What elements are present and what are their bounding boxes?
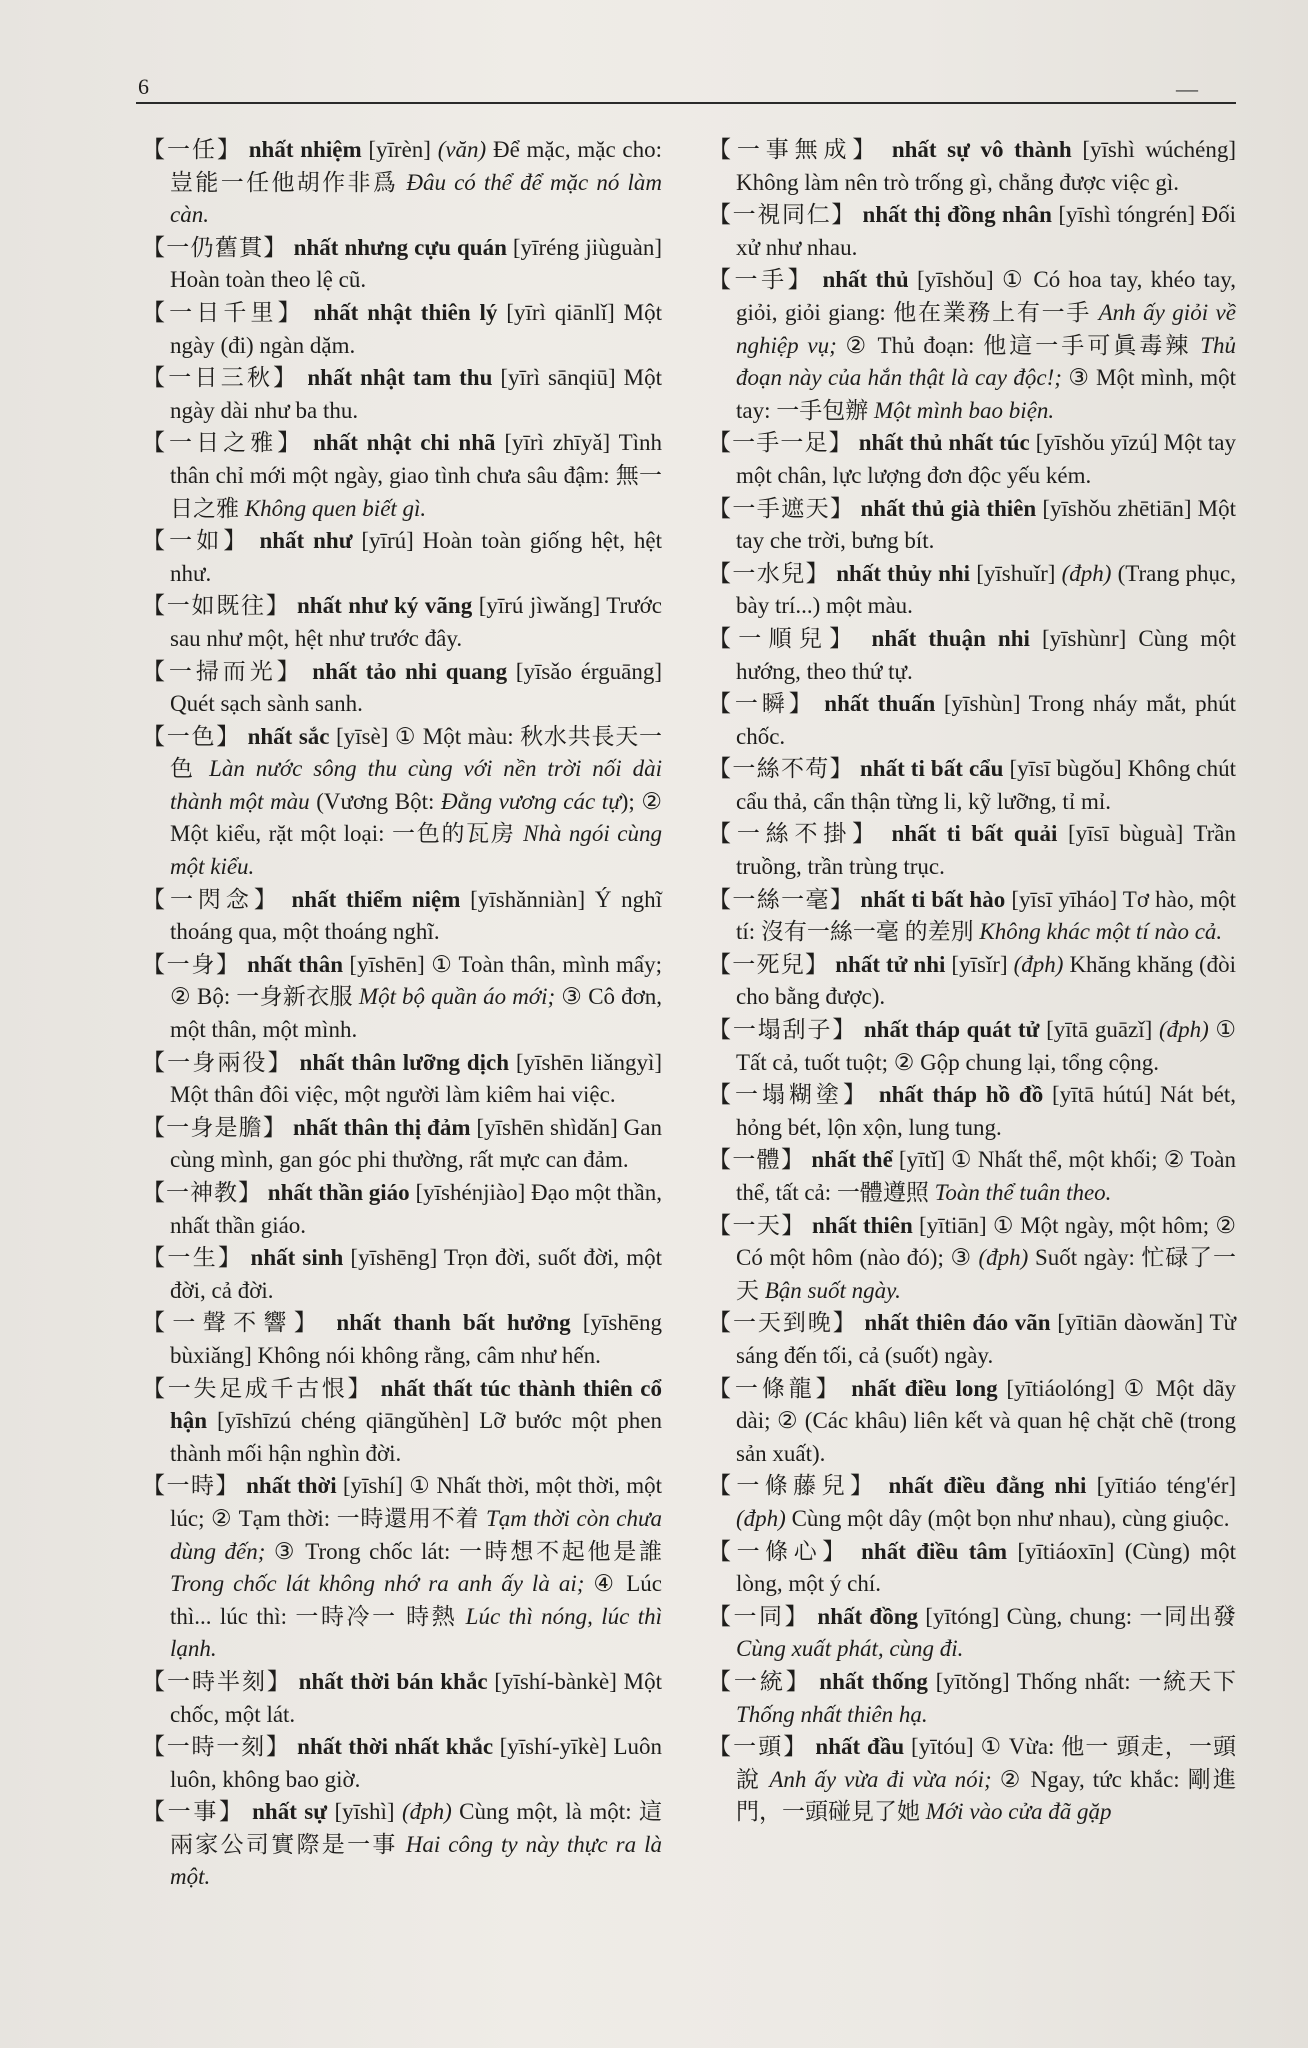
entry-text: Để mặc, mặc cho: 豈能一任他胡作非爲 [170, 137, 663, 195]
entry-transliteration: nhất ti bất cẩu [853, 756, 1010, 782]
entry-headword: 【一順兒】 [708, 625, 860, 651]
entry-headword: 【一水兒】 [708, 560, 831, 586]
entry-transliteration: nhất thất túc thành thiên cổ hận [170, 1375, 662, 1434]
dictionary-entry [708, 688, 1236, 753]
entry-italic-text: Thống nhất thiên hạ. [736, 1701, 928, 1727]
dictionary-entry [708, 1731, 1236, 1829]
entry-headword: 【一神教】 [142, 1180, 263, 1205]
entry-headword: 【一身兩役】 [142, 1049, 293, 1075]
entry-text: [yītóu] ① Vừa: 他一 頭走，一頭說 [736, 1734, 1236, 1792]
entry-headword: 【一塌糊塗】 [708, 1082, 871, 1108]
entry-text: [yītóng] Cùng, chung: 一同出發 [925, 1603, 1237, 1629]
entry-text: (Vương Bột: [309, 788, 441, 814]
entry-transliteration: nhất nhật tam thu [299, 365, 501, 391]
entry-transliteration: nhất ti bất hào [854, 886, 1012, 912]
entry-text: ③ Trong chốc lát: 一時想不起他是誰 [265, 1538, 662, 1564]
entry-italic-text: Tạm thời còn chưa dùng đến; [170, 1505, 662, 1564]
entry-transliteration: nhất sắc [241, 723, 337, 749]
entry-text: (Trang phục, bày trí...) một màu. [736, 560, 1236, 619]
entry-text: [yīrú jìwǎng] Trước sau như một, hệt như trước đây. [170, 593, 663, 651]
entry-headword: 【一視同仁】 [708, 202, 857, 228]
entry-headword: 【一事】 [142, 1799, 245, 1825]
entry-transliteration: nhất thân thị đảm [287, 1114, 477, 1140]
entry-headword: 【一聲不響】 [142, 1310, 325, 1336]
dictionary-entry [142, 949, 662, 1047]
entry-text: ); ② Một kiểu, rặt một loại: 一色的瓦房 [170, 788, 663, 847]
entry-headword: 【一時半刻】 [142, 1668, 292, 1694]
entry-transliteration: nhất tháp hồ đồ [870, 1082, 1052, 1108]
dictionary-entry [142, 884, 662, 949]
entry-text: [yīshēng bùxiǎng] Không nói không rằng, câm như hến. [170, 1310, 662, 1368]
right-column [708, 134, 1236, 1829]
entry-transliteration: nhất đồng [810, 1603, 926, 1629]
dictionary-entry [708, 1079, 1236, 1144]
entry-transliteration: nhất nhiệm [242, 137, 369, 162]
entry-italic-text: Toàn thể tuân theo. [934, 1180, 1112, 1205]
entry-transliteration: nhất ti bất quải [880, 821, 1068, 847]
entry-text: [yīshēn shìdǎn] Gan cùng mình, gan góc phi thường, rất mực can đảm. [170, 1114, 662, 1173]
entry-italic-text: Thủ đoạn này của hắn thật là cay độc!; [736, 332, 1236, 391]
dictionary-entry [142, 1112, 662, 1177]
entry-text: [yītǐ] ① Nhất thể, một khối; ② Toàn thể, tất cả: 一體遵照 [736, 1147, 1236, 1205]
entry-text: [yīshí] ① Nhất thời, một thời, một lúc; ② Tạm thời: 一時還用不着 [170, 1473, 662, 1531]
entry-transliteration: nhất thời bán khắc [291, 1668, 495, 1694]
entry-headword: 【一色】 [142, 723, 242, 749]
dictionary-entry [708, 884, 1236, 949]
entry-text: [yītiáo téng'ér] [1096, 1473, 1237, 1499]
entry-text: [yīshǒu zhētiān] Một tay che trời, bưng bít. [736, 495, 1237, 554]
entry-text: [yīshǒu yīzú] Một tay một chân, lực lượng đơn độc yếu kém. [736, 430, 1237, 488]
entry-headword: 【一統】 [708, 1668, 812, 1694]
entry-headword: 【一手一足】 [708, 430, 853, 456]
dictionary-entry [708, 1307, 1236, 1372]
dictionary-entry [142, 721, 662, 884]
dictionary-entry [708, 427, 1236, 492]
entry-transliteration: nhất tử nhi [829, 951, 952, 977]
entry-transliteration: nhất thủ nhất túc [852, 430, 1036, 456]
entry-headword: 【一塌刮子】 [708, 1017, 858, 1043]
entry-text: [yīshùnr] Cùng một hướng, theo thứ tự. [736, 625, 1236, 684]
dictionary-entry [142, 134, 662, 232]
entry-headword: 【一閃念】 [142, 886, 282, 912]
entry-text: [yīshùn] Trong nháy mắt, phút chốc. [736, 691, 1237, 749]
entry-text: ② Thủ đoạn: 他這一手可眞毒辣 [836, 332, 1201, 358]
entry-italic-text: (đph) [1013, 951, 1064, 977]
entry-italic-text: Đằng vương các tự [440, 788, 621, 814]
entry-transliteration: nhất thuấn [815, 691, 944, 717]
entry-headword: 【一死兒】 [708, 951, 830, 977]
entry-text: [yīshì tóngrén] Đối xử như nhau. [736, 202, 1237, 260]
entry-text: [yīrì zhīyǎ] Tình thân chỉ mới một ngày, giao tình chưa sâu đậm: 無一日之雅 [170, 430, 663, 521]
dictionary-entry [708, 1373, 1236, 1471]
entry-headword: 【一日三秋】 [142, 365, 300, 391]
entry-text: [yītǒng] Thống nhất: 一統天下 [935, 1668, 1236, 1694]
entry-transliteration: nhất nhưng cựu quán [287, 234, 513, 260]
dictionary-entry [142, 590, 662, 655]
dictionary-entry [708, 1144, 1236, 1209]
entry-transliteration: nhất thuận nhi [859, 625, 1042, 651]
entry-headword: 【一瞬】 [708, 691, 816, 717]
entry-transliteration: nhất thanh bất hưởng [324, 1310, 583, 1336]
entry-transliteration: nhất tảo nhi quang [303, 658, 516, 684]
entry-text: [yīsè] ① Một màu: 秋水共長天一色 [170, 723, 662, 782]
entry-italic-text: Một bộ quần áo mới; [358, 984, 556, 1010]
entry-text: [yīsǎo érguāng] Quét sạch sành sanh. [170, 658, 663, 717]
entry-text: Suốt ngày: 忙碌了一天 [736, 1245, 1236, 1303]
entry-text: [yītiáolóng] ① Một dãy dài; ② (Các khâu) liên kết và quan hệ chặt chẽ (trong sản xuất). [736, 1375, 1237, 1466]
entry-transliteration: nhất thời [239, 1473, 343, 1499]
entry-headword: 【一身】 [142, 951, 241, 977]
entry-transliteration: nhất thị đồng nhân [856, 202, 1059, 228]
entry-text: ② Ngay, tức khắc: 剛進門，一頭碰見了她 [736, 1766, 1237, 1825]
dictionary-entry [142, 1307, 662, 1372]
entry-italic-text: Bận suốt ngày. [764, 1277, 901, 1303]
entry-italic-text: Cùng xuất phát, cùng đi. [736, 1636, 964, 1662]
entry-text: [yīsǐr] [951, 951, 1014, 977]
entry-transliteration: nhất điều long [842, 1375, 1007, 1401]
entry-italic-text: (đph) [978, 1245, 1029, 1271]
entry-headword: 【一時】 [142, 1473, 240, 1499]
entry-text: [yīrì qiānlǐ] Một ngày (đi) ngàn dặm. [170, 299, 662, 358]
entry-transliteration: nhất như [250, 528, 362, 554]
entry-headword: 【一日千里】 [142, 299, 305, 325]
entry-text: [yīshēn liǎngyì] Một thân đôi việc, một người làm kiêm hai việc. [170, 1049, 663, 1108]
entry-headword: 【一絲一毫】 [708, 886, 855, 912]
entry-italic-text: (đph) [401, 1799, 452, 1825]
entry-headword: 【一仍舊貫】 [142, 234, 288, 260]
dictionary-entry [708, 818, 1236, 883]
entry-transliteration: nhất thủy nhi [830, 560, 977, 586]
entry-headword: 【一條龍】 [708, 1375, 843, 1401]
entry-transliteration: nhất thiên đáo vãn [857, 1310, 1058, 1336]
entry-text: ③ Cô đơn, một thân, một mình. [170, 984, 663, 1043]
entry-headword: 【一體】 [708, 1147, 806, 1173]
entry-italic-text: (đph) [1061, 560, 1112, 586]
entry-italic-text: Trong chốc lát không nhớ ra anh ấy là ai; [170, 1571, 585, 1597]
page-header [136, 72, 1236, 108]
dictionary-entry [708, 1666, 1236, 1731]
entry-headword: 【一天到晚】 [708, 1310, 858, 1336]
entry-transliteration: nhất thể [805, 1147, 899, 1173]
dictionary-entry [708, 493, 1236, 558]
header-rule [136, 102, 1236, 104]
entry-transliteration: nhất sự vô thành [881, 137, 1083, 162]
entry-transliteration: nhất thân [240, 951, 350, 977]
dictionary-entry [708, 134, 1236, 199]
dictionary-entry [708, 1536, 1236, 1601]
entry-text: [yīrì sānqiū] Một ngày dài như ba thu. [170, 365, 662, 423]
entry-text: Cùng một, là một: 這兩家公司實際是一事 [170, 1799, 663, 1857]
entry-transliteration: nhất đầu [808, 1734, 912, 1760]
dictionary-entry [142, 656, 662, 721]
entry-text: [yītā guāzǐ] [1046, 1017, 1159, 1043]
entry-text: [yītā hútú] Nát bét, hỏng bét, lộn xộn, lung tung. [736, 1082, 1236, 1140]
dictionary-entry [708, 558, 1236, 623]
entry-italic-text: Mới vào cửa đã gặp [925, 1799, 1112, 1825]
entry-headword: 【一生】 [142, 1245, 244, 1271]
dictionary-entry [708, 753, 1236, 818]
entry-text: [yīshì wúchéng] Không làm nên trò trống gì, chẳng được việc gì. [736, 137, 1237, 195]
entry-italic-text: Một mình bao biện. [874, 397, 1055, 423]
entry-transliteration: nhất thủ già thiên [854, 495, 1043, 521]
dictionary-entry [142, 297, 662, 362]
dictionary-entry [142, 1731, 662, 1796]
entry-text: [yīrèn] [368, 137, 438, 162]
entry-text: [yīsī yīháo] Tơ hào, một tí: 沒有一絲一毫 的差別 [736, 886, 1236, 945]
entry-text: [yīshuǐr] [976, 560, 1062, 586]
entry-text: [yīshīzú chéng qiāngǔhèn] Lỡ bước một phen thành mối hận nghìn đời. [170, 1408, 662, 1466]
entry-headword: 【一掃而光】 [142, 658, 304, 684]
page-number: 6 [138, 74, 149, 99]
entry-headword: 【一絲不苟】 [708, 756, 854, 782]
entry-headword: 【一日之雅】 [142, 430, 305, 456]
entry-text: [yīshí-bànkè] Một chốc, một lát. [170, 1668, 662, 1727]
entry-transliteration: nhất thiên [805, 1212, 920, 1238]
entry-text: [yīréng jiùguàn] Hoàn toàn theo lệ cũ. [170, 234, 662, 293]
entry-transliteration: nhất sự [244, 1799, 335, 1825]
entry-headword: 【一絲不掛】 [708, 821, 881, 847]
entry-italic-text: Nhà ngói cùng một kiểu. [170, 821, 662, 880]
entry-text: [yīsī bùguà] Trần truồng, trần trùng trục. [736, 821, 1237, 880]
left-column [142, 134, 662, 1894]
entry-transliteration: nhất nhật thiên lý [304, 299, 507, 325]
dictionary-entry [142, 1177, 662, 1242]
entry-italic-text: (đph) [1158, 1017, 1209, 1043]
entry-italic-text: Anh ấy vừa đi vừa nói; [769, 1766, 992, 1792]
entry-headword: 【一時一刻】 [142, 1734, 291, 1760]
entry-headword: 【一事無成】 [708, 137, 882, 162]
entry-text: [yīshǒu] ① Có hoa tay, khéo tay, giỏi, giỏi giang: 他在業務上有一手 [736, 267, 1237, 325]
dictionary-entry [142, 525, 662, 590]
entry-transliteration: nhất tháp quát tử [857, 1017, 1047, 1043]
entry-headword: 【一身是膽】 [142, 1114, 288, 1140]
entry-text: [yīrú] Hoàn toàn giống hệt, hệt như. [170, 528, 662, 586]
entry-text: Cùng một dây (một bọn như nhau), cùng giuộc. [785, 1505, 1230, 1531]
entry-transliteration: nhất thời nhất khắc [290, 1734, 500, 1760]
dictionary-entry [708, 199, 1236, 264]
entry-text: [yīshēng] Trọn đời, suốt đời, một đời, cả đời. [170, 1245, 662, 1303]
entry-transliteration: nhất thân lưỡng dịch [292, 1049, 516, 1075]
dictionary-entry [142, 1666, 662, 1731]
entry-headword: 【一頭】 [708, 1734, 809, 1760]
dictionary-entry [142, 362, 662, 427]
entry-text: [yīsī bùgǒu] Không chút cẩu thả, cẩn thận từng li, kỹ lưỡng, tỉ mỉ. [736, 756, 1236, 814]
entry-text: [yīshí-yīkè] Luôn luôn, không bao giờ. [170, 1734, 663, 1792]
entry-italic-text: (văn) [437, 137, 487, 162]
dictionary-entry [708, 1601, 1236, 1666]
entry-text: Khăng khăng (đòi cho bằng được). [736, 951, 1237, 1010]
entry-text: [yīshì] [334, 1799, 402, 1825]
dictionary-entry [708, 1014, 1236, 1079]
entry-transliteration: nhất thống [811, 1668, 936, 1694]
entry-transliteration: nhất thần giáo [262, 1180, 416, 1205]
entry-headword: 【一天】 [708, 1212, 806, 1238]
entry-text: [yītiān dàowǎn] Từ sáng đến tối, cả (suốt) ngày. [736, 1310, 1237, 1368]
entry-italic-text: Lúc thì nóng, lúc thì lạnh. [170, 1603, 662, 1662]
entry-headword: 【一如】 [142, 528, 251, 554]
dictionary-entry [142, 232, 662, 297]
entry-transliteration: nhất điều tâm [850, 1538, 1018, 1564]
dictionary-entry [142, 1047, 662, 1112]
entry-text: [yītiáoxīn] (Cùng) một lòng, một ý chí. [736, 1538, 1237, 1597]
entry-italic-text: Hai công ty này thực ra là một. [170, 1831, 662, 1890]
entry-headword: 【一條藤兒】 [708, 1473, 879, 1499]
entry-italic-text: (đph) [736, 1505, 786, 1531]
entry-italic-text: Làn nước sông thu cùng với nền trời nối dài thành một màu [170, 756, 662, 814]
dictionary-entry [142, 427, 662, 525]
entry-transliteration: nhất sinh [243, 1245, 351, 1271]
entry-italic-text: Anh ấy giỏi về nghiệp vụ; [736, 299, 1236, 358]
entry-text: ④ Lúc thì... lúc thì: 一時冷一 時熱 [170, 1571, 662, 1629]
dictionary-entry [142, 1796, 662, 1894]
dictionary-entry [708, 1210, 1236, 1308]
entry-transliteration: nhất thiểm niệm [281, 886, 471, 912]
entry-text: [yītiān] ① Một ngày, một hôm; ② Có một hôm (nào đó); ③ [736, 1212, 1236, 1271]
entry-transliteration: nhất nhật chi nhã [304, 430, 505, 456]
entry-transliteration: nhất như ký vãng [290, 593, 479, 619]
entry-text: [yīshēn] ① Toàn thân, mình mẩy; ② Bộ: 一身新衣服 [170, 951, 663, 1010]
entry-italic-text: Không khác một tí nào cả. [979, 919, 1223, 945]
dictionary-entry [142, 1470, 662, 1666]
dictionary-entry [708, 623, 1236, 688]
entry-headword: 【一條心】 [708, 1538, 851, 1564]
dictionary-entry [708, 264, 1236, 427]
entry-text: ① Tất cả, tuốt tuột; ② Gộp chung lại, tổng cộng. [736, 1017, 1237, 1075]
dictionary-entry [142, 1242, 662, 1307]
entry-transliteration: nhất điều đằng nhi [878, 1473, 1097, 1499]
entry-text: ③ Một mình, một tay: 一手包辦 [736, 365, 1236, 423]
entry-headword: 【一如既往】 [142, 593, 291, 619]
entry-headword: 【一任】 [142, 137, 243, 162]
dictionary-entry [708, 1470, 1236, 1535]
entry-headword: 【一失足成千古恨】 [142, 1375, 374, 1401]
header-dash: — [1176, 76, 1198, 101]
entry-transliteration: nhất thủ [814, 267, 918, 293]
dictionary-entry [708, 949, 1236, 1014]
entry-text: [yīshénjiào] Đạo một thần, nhất thần giáo. [170, 1180, 663, 1238]
entry-headword: 【一同】 [708, 1603, 811, 1629]
entry-headword: 【一手】 [708, 267, 815, 293]
entry-headword: 【一手遮天】 [708, 495, 855, 521]
dictionary-entry [142, 1373, 662, 1471]
entry-italic-text: Đâu có thể để mặc nó làm càn. [170, 169, 662, 228]
entry-italic-text: Không quen biết gì. [244, 495, 427, 521]
entry-text: [yīshǎnniàn] Ý nghĩ thoáng qua, một thoáng nghĩ. [170, 886, 663, 945]
